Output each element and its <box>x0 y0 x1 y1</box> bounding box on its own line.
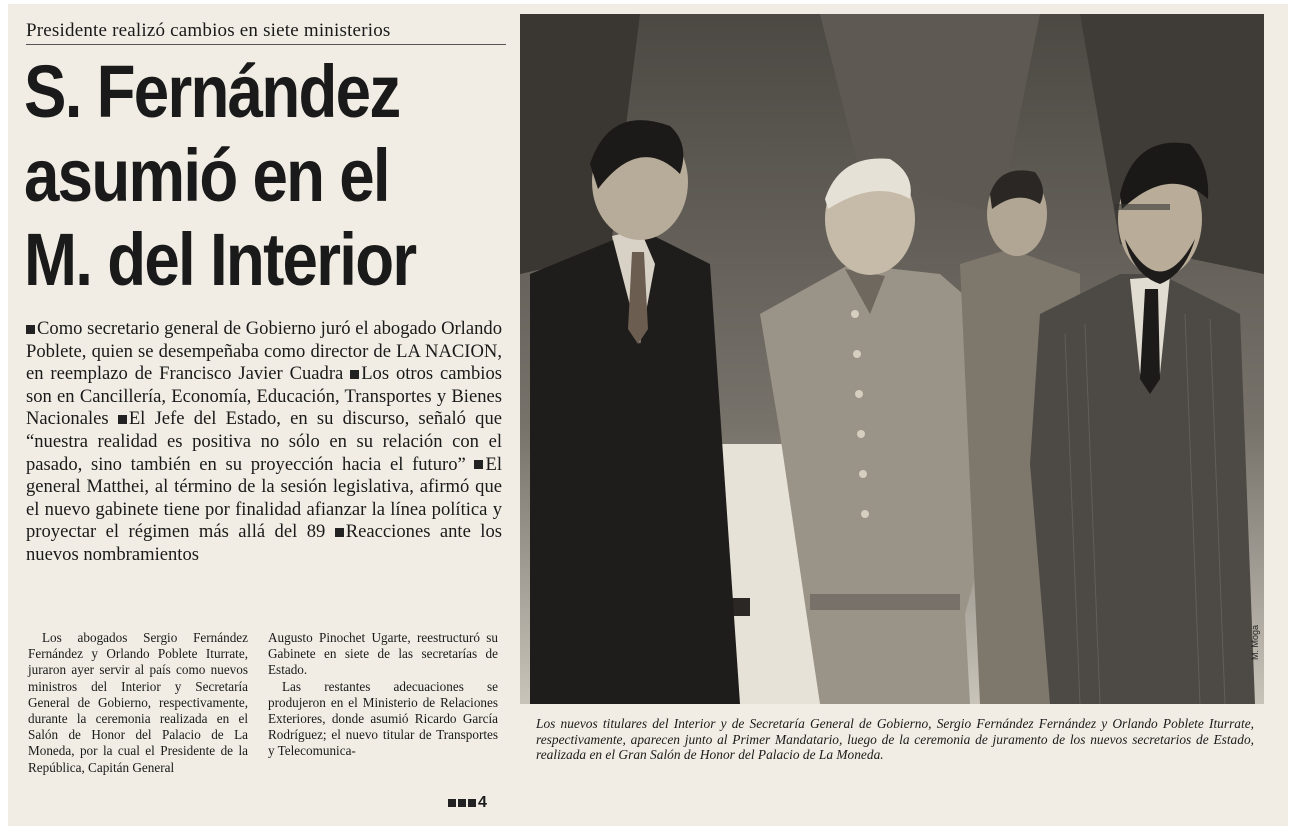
jump-page-number: 4 <box>478 794 487 811</box>
headline-line-2: asumió en el <box>24 134 389 217</box>
photo-caption: Los nuevos titulares del Interior y de Secretaría General de Gobierno, Sergio Fernández Fernández y Orlando Poblete Iturrate, respectivamente, aparecen junto al Primer Mandatario, luego de la ceremonia de juramento de los nuevos secretarios de Estado, realizada en el Gran Salón de Honor del Palacio de La Moneda. <box>536 716 1254 763</box>
photo-illustration <box>520 14 1264 704</box>
bullet-square-icon <box>468 799 476 807</box>
lead-summary <box>26 318 502 567</box>
bullet-square-icon <box>474 460 483 469</box>
bullet-square-icon <box>350 370 359 379</box>
bullet-square-icon <box>118 415 127 424</box>
body-column-2 <box>268 630 498 760</box>
photo-credit: M. Moga <box>1250 624 1260 660</box>
headline <box>24 50 445 302</box>
headline-line-3: M. del Interior <box>24 218 416 301</box>
kicker: Presidente realizó cambios en siete ministerios <box>26 20 506 45</box>
lead-item: Los otros cambios son en Cancillería, Economía, Educación, Transportes y Bienes Nacionales <box>26 363 502 430</box>
lead-item: El Jefe del Estado, en su discurso, señaló que “nuestra realidad es positiva no sólo en su relación con el pasado, sino también en su proyección hacia el futuro” <box>26 408 502 475</box>
lead-item: Como secretario general de Gobierno juró el abogado Orlando Poblete, quien se desempeñaba como director de LA NACION, en reemplazo de Francisco Javier Cuadra <box>26 318 502 385</box>
body-paragraph: Augusto Pinochet Ugarte, reestructuró su Gabinete en siete de las secretarías de Estado. <box>268 630 498 678</box>
body-paragraph: Las restantes adecuaciones se produjeron en el Ministerio de Relaciones Exteriores, donde asumió Ricardo García Rodríguez; el nuevo titular de Transportes y Telecomunica- <box>268 678 498 759</box>
news-photo <box>520 14 1264 704</box>
bullet-square-icon <box>448 799 456 807</box>
lead-item: Reacciones ante los nuevos nombramientos <box>26 521 502 565</box>
body-paragraph: Los abogados Sergio Fernández Fernández y Orlando Poblete Iturrate, juraron ayer servir al país como nuevos ministros del Interior y Secretaría General de Gobierno, respectivamente, durante la ceremonia realizada en el Salón de Honor del Palacio de La Moneda, por la cual el Presidente de la República, Capitán General <box>28 630 248 775</box>
continued-marker <box>448 794 487 812</box>
lead-item: El general Matthei, al término de la sesión legislativa, afirmó que el nuevo gabinete tiene por finalidad afianzar la línea política y proyectar el régimen más allá del 89 <box>26 453 502 543</box>
body-column-1 <box>28 630 248 776</box>
bullet-square-icon <box>458 799 466 807</box>
bullet-square-icon <box>26 325 35 334</box>
bullet-square-icon <box>335 528 344 537</box>
headline-line-1: S. Fernández <box>24 50 400 133</box>
